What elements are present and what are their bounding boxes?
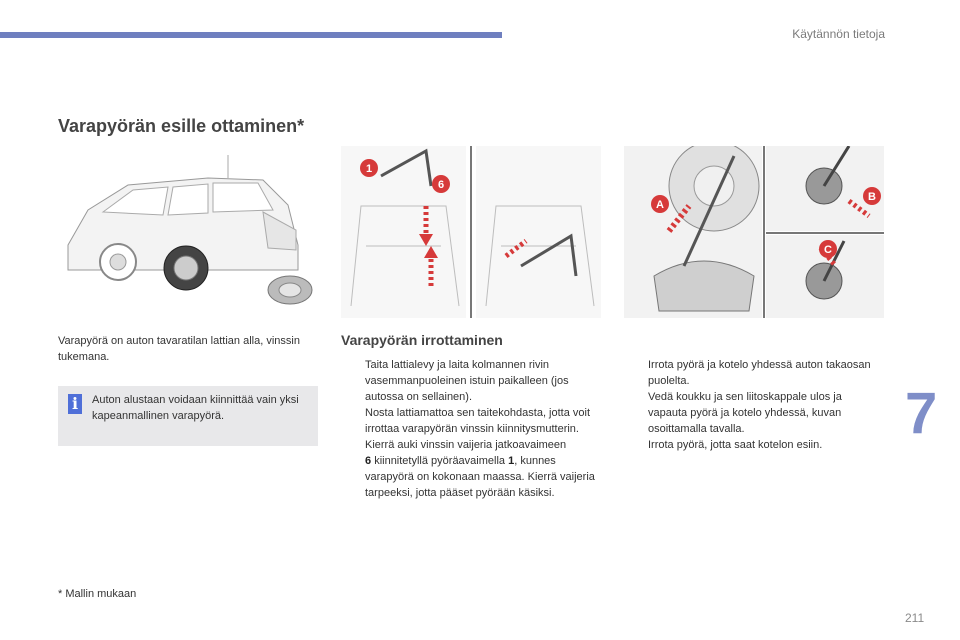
removal-steps-left xyxy=(341,357,597,501)
svg-text:C: C xyxy=(824,244,832,256)
list-item: Vedä koukku ja sen liitoskappale ulos ja vapauta pyörä ja kotelo yhdessä, kuvan osoittamalla tavalla. xyxy=(648,391,842,435)
removal-steps-right xyxy=(624,357,880,453)
svg-text:6: 6 xyxy=(437,179,445,191)
page-number: 211 xyxy=(905,611,925,625)
info-box xyxy=(58,386,318,446)
info-icon: i xyxy=(68,394,82,414)
svg-text:A: A xyxy=(656,199,664,211)
car-illustration xyxy=(58,150,318,315)
header-accent-bar xyxy=(0,32,502,38)
footnote: * Mallin mukaan xyxy=(58,588,137,600)
label-badge-6 xyxy=(432,175,450,193)
info-text: Auton alustaan voidaan kiinnittää vain yksi kapeanmallinen varapyörä. xyxy=(92,394,299,422)
list-item: Irrota pyörä ja kotelo yhdessä auton takaosan puolelta. xyxy=(648,359,871,387)
svg-text:B: B xyxy=(868,191,876,203)
list-item: Taita lattialevy ja laita kolmannen rivin vasemmanpuoleinen istuin paikalleen (jos autossa on sellainen). xyxy=(365,359,569,403)
svg-text:1: 1 xyxy=(365,163,373,175)
removal-heading: Varapyörän irrottaminen xyxy=(341,332,503,348)
chapter-number: 7 xyxy=(905,381,938,446)
label-badge-b xyxy=(863,187,881,205)
section-header: Käytännön tietoja xyxy=(792,27,885,41)
list-item: Nosta lattiamattoa sen taitekohdasta, jotta voit irrottaa varapyörän vinssin kiinnitysmutterin. xyxy=(365,407,591,435)
list-item: Irrota pyörä, jotta saat kotelon esiin. xyxy=(648,439,823,451)
label-badge-1 xyxy=(360,159,378,177)
page-title: Varapyörän esille ottaminen* xyxy=(58,116,305,136)
wheel-removal-illustration xyxy=(624,146,884,318)
label-badge-a xyxy=(651,195,669,213)
trunk-key-illustration xyxy=(341,146,601,318)
label-badge-c xyxy=(819,240,837,258)
intro-text: Varapyörä on auton tavaratilan lattian alla, vinssin tukemana. xyxy=(58,335,300,363)
list-item: Kierrä auki vinssin vaijeria jatkoavaimeen 6 kiinnitetyllä pyöräavaimella 1, kunnes varapyörä on kokonaan maassa. Kierrä vaijeria tarpeeksi, jotta pääset pyörään käsiksi. xyxy=(365,439,595,499)
